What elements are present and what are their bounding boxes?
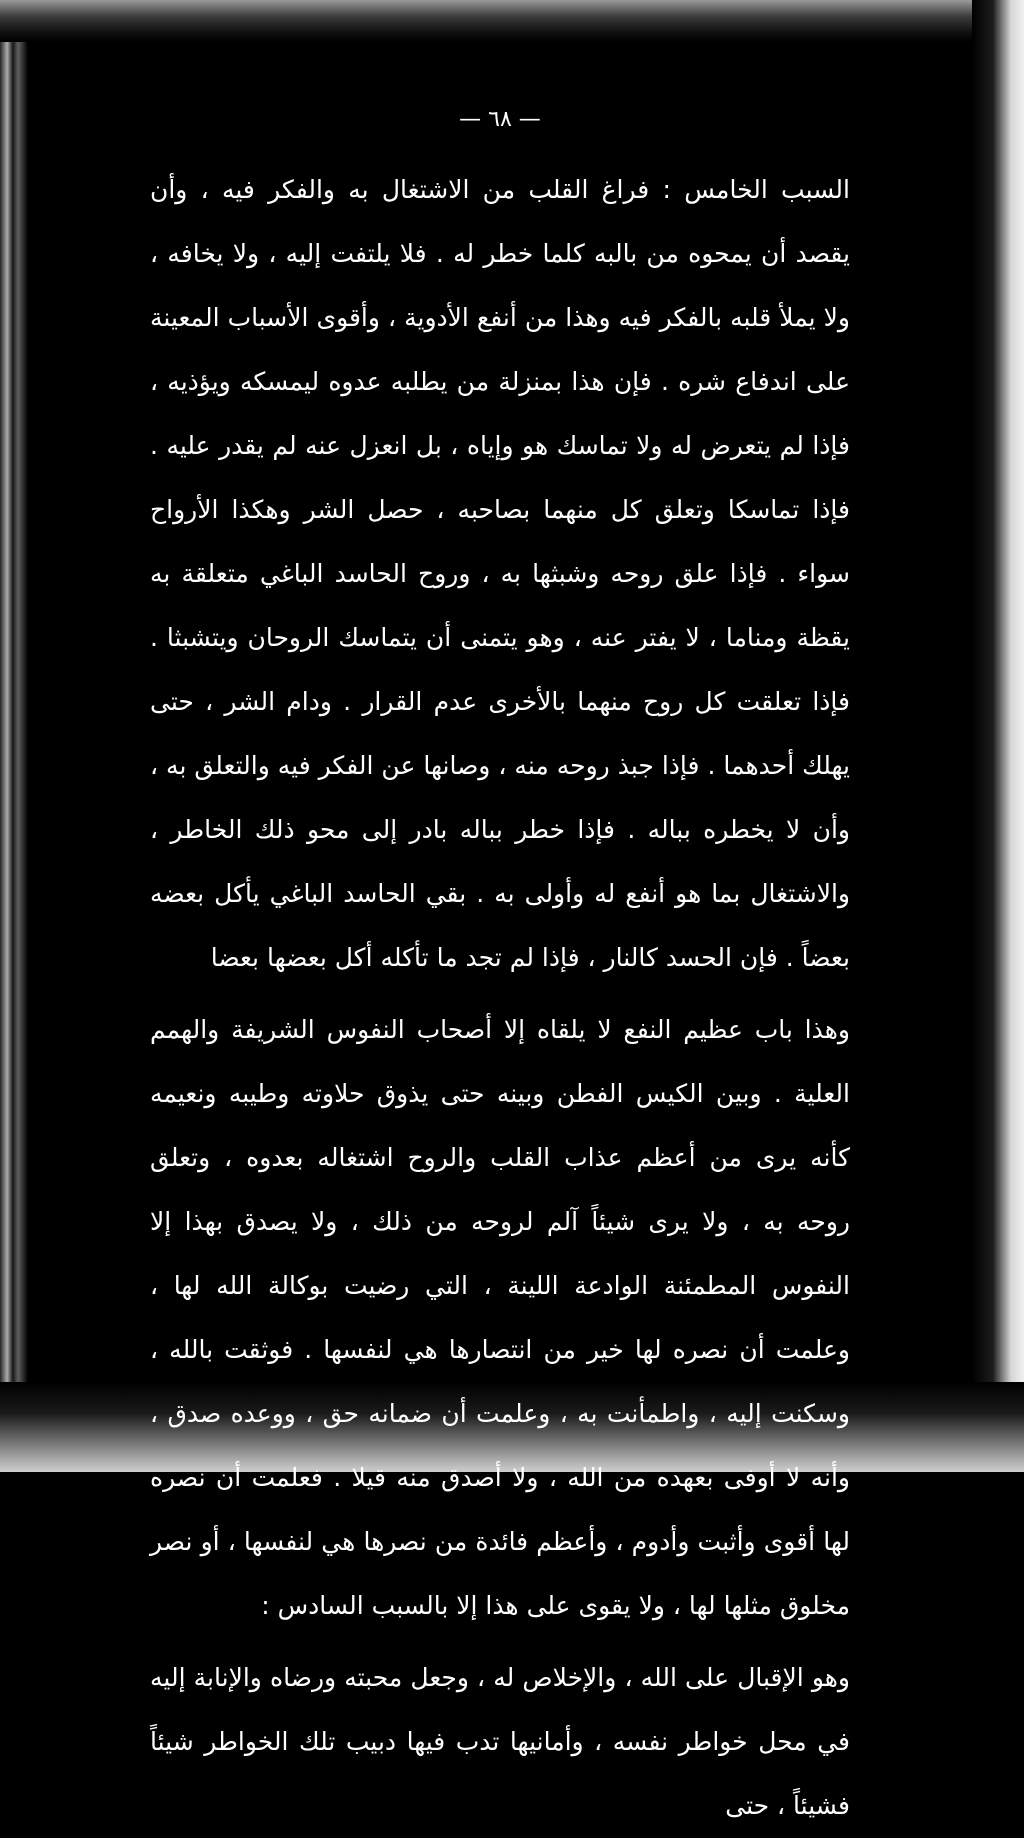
paragraph: وهو الإقبال على الله ، والإخلاص له ، وجعل محبته ورضاه والإنابة إليه في محل خواطر نفسه ، وأمانيها تدب فيها دبيب تلك الخواطر شيئاً فشيئاً ، حتى — [150, 1663, 850, 1820]
book-spine-edge — [0, 0, 40, 1472]
page-number: — ٦٨ — — [459, 107, 541, 132]
paragraph: السبب الخامس : فراغ القلب من الاشتغال به والفكر فيه ، وأن يقصد أن يمحوه من بالبه كلما خطر له . فلا يلتفت إليه ، ولا يخافه ، ولا يملأ قلبه بالفكر فيه وهذا من أنفع الأدوية ، وأقوى الأسباب المعينة على اندفاع شره . فإن هذا بمنزلة من يطلبه عدوه ليمسكه ويؤذيه ، فإذا لم يتعرض له ولا تماسك هو وإياه ، بل انعزل عنه لم يقدر عليه . فإذا تماسكا وتعلق كل منهما بصاحبه ، حصل الشر وهكذا الأرواح سواء . فإذا علق روحه وشبثها به ، وروح الحاسد الباغي متعلقة به يقظة ومناما ، لا يفتر عنه ، وهو يتمنى أن يتماسك الروحان ويتشبثا . فإذا تعلقت كل روح منهما بالأخرى عدم القرار . ودام الشر ، حتى يهلك أحدهما . فإذا جبذ روحه منه ، وصانها عن الفكر فيه والتعلق به ، وأن لا يخطره بباله . فإذا خطر بباله بادر إلى محو ذلك الخاطر ، والاشتغال بما هو أنفع له وأولى به . بقي الحاسد الباغي يأكل بعضه بعضاً . فإن الحسد كالنار ، فإذا لم تجد ما تأكله أكل بعضها بعضا — [150, 175, 850, 972]
paragraph: وهذا باب عظيم النفع لا يلقاه إلا أصحاب النفوس الشريفة والهمم العلية . وبين الكيس الفطن وبينه حتى يذوق حلاوته وطيبه ونعيمه كأنه يرى من أعظم عذاب القلب والروح اشتغاله بعدوه ، وتعلق روحه به ، ولا يرى شيئاً آلم لروحه من ذلك ، ولا يصدق بهذا إلا النفوس المطمئنة الوادعة اللينة ، التي رضيت بوكالة الله لها ، وعلمت أن نصره لها خير من انتصارها هي لنفسها . فوثقت بالله ، وسكنت إليه ، واطمأنت به ، وعلمت أن ضمانه حق ، ووعده صدق ، وأنه لا أوفى بعهده من الله ، ولا أصدق منه قيلا . فعلمت أن نصره لها أقوى وأثبت وأدوم ، وأعظم فائدة من نصرها هي لنفسها ، أو نصر مخلوق مثلها لها ، ولا يقوى على هذا إلا بالسبب السادس : — [150, 1015, 850, 1620]
scan-right-edge — [972, 0, 1024, 1472]
book-page — [150, 95, 850, 1820]
scan-top-edge — [0, 0, 1024, 42]
